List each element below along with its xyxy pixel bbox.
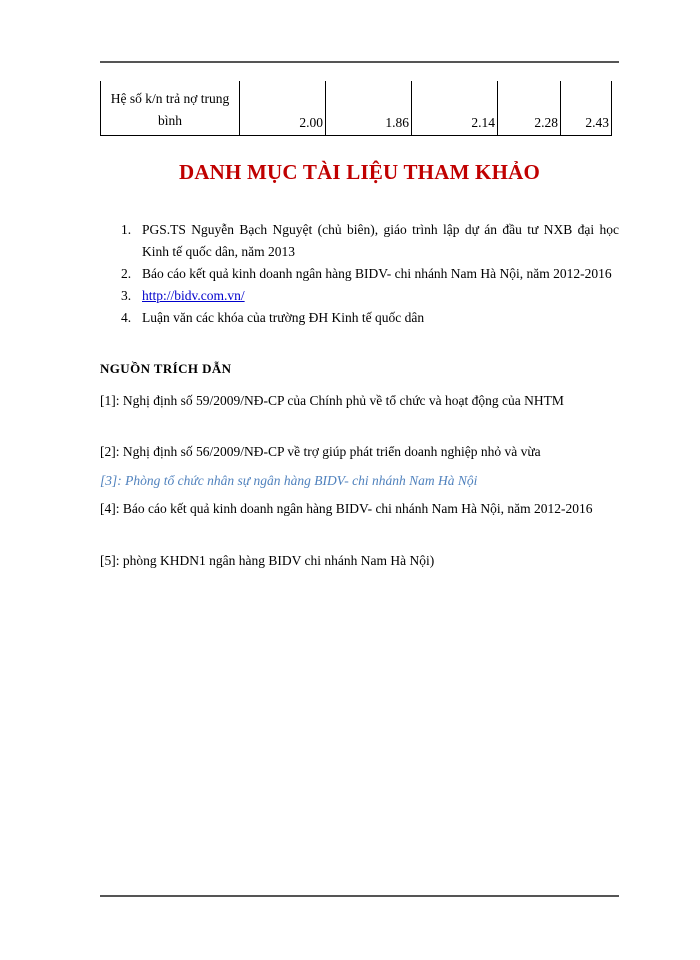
bidv-link[interactable]: http://bidv.com.vn/	[142, 288, 245, 303]
bottom-divider	[100, 895, 619, 897]
table-cell: 2.28	[498, 81, 561, 136]
table-cell: 1.86	[326, 81, 412, 136]
list-item-number: 2.	[121, 266, 132, 281]
list-item	[100, 263, 619, 285]
citation-item: [1]: Nghị định số 59/2009/NĐ-CP của Chính phủ về tổ chức và hoạt động của NHTM	[100, 393, 564, 408]
citation-item-italic: [3]: Phòng tổ chức nhân sự ngân hàng BIDV- chi nhánh Nam Hà Nội	[100, 473, 478, 488]
list-item	[100, 307, 619, 329]
list-item	[100, 219, 619, 263]
list-item-number: 3.	[121, 288, 132, 303]
top-divider	[100, 61, 619, 63]
financial-table	[100, 81, 612, 136]
table-cell: 2.00	[240, 81, 326, 136]
list-item-number: 4.	[121, 310, 132, 325]
list-item-text: Luận văn các khóa của trường ĐH Kinh tế quốc dân	[142, 310, 425, 325]
list-item	[100, 285, 619, 307]
citation-item: [2]: Nghị định số 56/2009/NĐ-CP về trợ giúp phát triển doanh nghiệp nhỏ và vừa	[100, 444, 541, 459]
table-row-label: Hệ số k/n trả nợ trung bình	[101, 81, 240, 136]
citation-item: [5]: phòng KHDN1 ngân hàng BIDV chi nhánh Nam Hà Nội)	[100, 553, 435, 568]
list-item-text: Báo cáo kết quả kinh doanh ngân hàng BIDV- chi nhánh Nam Hà Nội, năm 2012-2016	[142, 266, 612, 281]
references-list	[100, 219, 619, 329]
references-heading: DANH MỤC TÀI LIỆU THAM KHẢO	[178, 160, 541, 184]
citations-heading: NGUỒN TRÍCH DẪN	[100, 361, 232, 376]
table-cell: 2.43	[561, 81, 612, 136]
citation-item: [4]: Báo cáo kết quả kinh doanh ngân hàng BIDV- chi nhánh Nam Hà Nội, năm 2012-2016	[100, 501, 593, 516]
table-cell: 2.14	[412, 81, 498, 136]
table-row	[101, 81, 612, 136]
list-item-text: PGS.TS Nguyễn Bạch Nguyệt (chủ biên), giáo trình lập dự án đầu tư NXB đại học Kinh tế quốc dân, năm 2013	[142, 222, 619, 259]
list-item-number: 1.	[121, 222, 132, 237]
